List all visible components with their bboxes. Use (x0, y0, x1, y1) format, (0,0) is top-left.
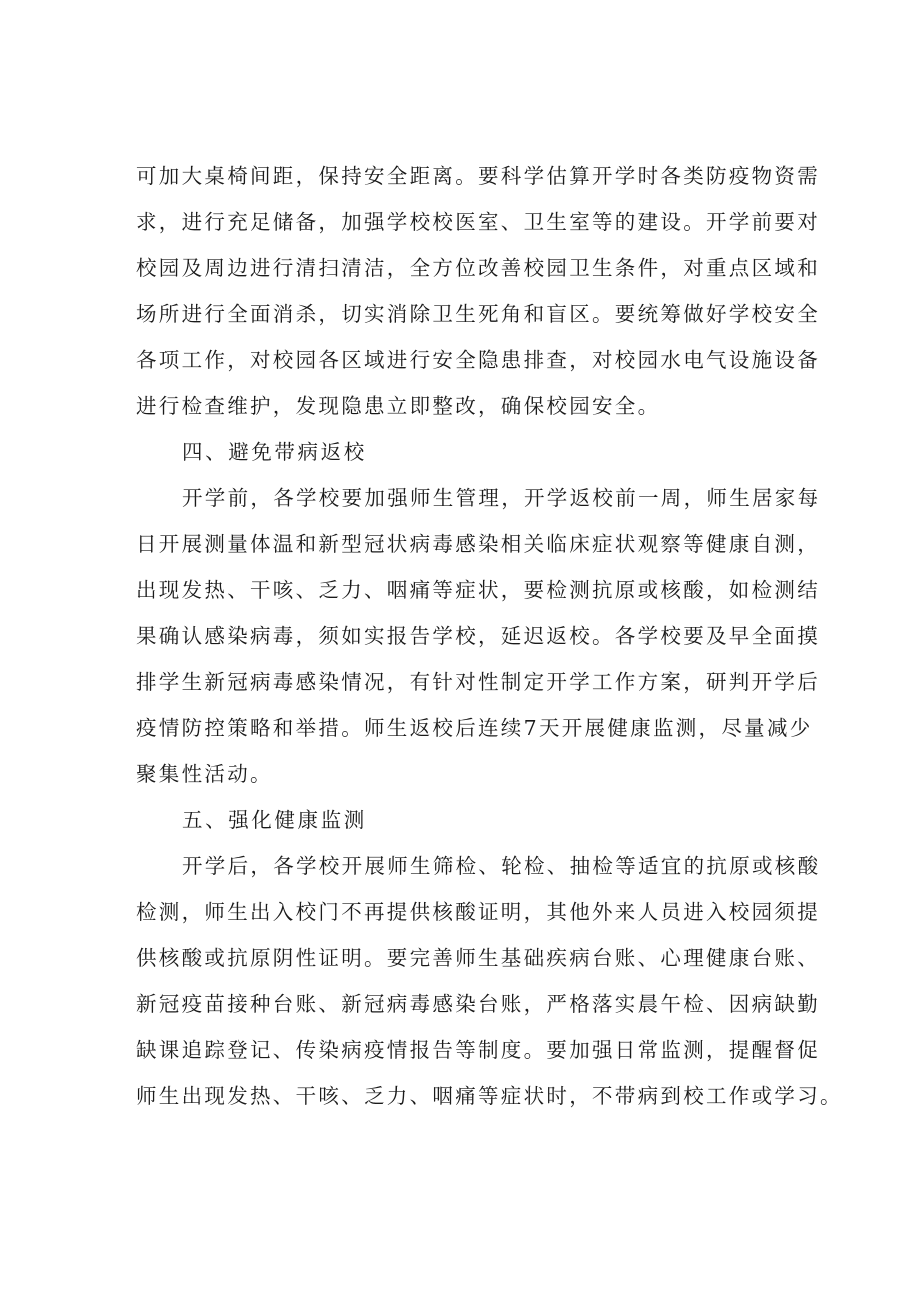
text-line: 各项工作，对校园各区域进行安全隐患排查，对校园水电气设施设备 (136, 348, 820, 372)
paragraph-health-monitoring (136, 843, 843, 1119)
text-line: 可加大桌椅间距，保持安全距离。要科学估算开学时各类防疫物资需 (136, 164, 820, 188)
section-heading-4: 四、避免带病返校 (182, 440, 367, 464)
text-line: 果确认感染病毒，须如实报告学校，延迟返校。各学校要及早全面摸 (136, 624, 820, 648)
text-line: 进行检查维护，发现隐患立即整改，确保校园安全。 (136, 394, 661, 418)
text-line: 聚集性活动。 (136, 762, 273, 786)
text-line: 师生出现发热、干咳、乏力、咽痛等症状时，不带病到校工作或学习。 (136, 1084, 843, 1108)
text-line: 新冠疫苗接种台账、新冠病毒感染台账，严格落实晨午检、因病缺勤 (136, 992, 820, 1016)
text-line: 检测，师生出入校门不再提供核酸证明，其他外来人员进入校园须提 (136, 900, 820, 924)
text-line: 出现发热、干咳、乏力、咽痛等症状，要检测抗原或核酸，如检测结 (136, 578, 820, 602)
text-line: 开学前，各学校要加强师生管理，开学返校前一周，师生居家每 (182, 486, 821, 510)
paragraph-continued (136, 153, 820, 429)
text-line: 供核酸或抗原阴性证明。要完善师生基础疾病台账、心理健康台账、 (136, 946, 820, 970)
document-page (136, 153, 843, 1119)
text-line: 场所进行全面消杀，切实消除卫生死角和盲区。要统筹做好学校安全 (136, 302, 820, 326)
text-line: 缺课追踪登记、传染病疫情报告等制度。要加强日常监测，提醒督促 (136, 1038, 820, 1062)
section-heading-5: 五、强化健康监测 (182, 808, 367, 832)
text-line: 疫情防控策略和举措。师生返校后连续7天开展健康监测，尽量减少 (136, 716, 813, 740)
text-line: 排学生新冠病毒感染情况，有针对性制定开学工作方案，研判开学后 (136, 670, 820, 694)
text-line: 日开展测量体温和新型冠状病毒感染相关临床症状观察等健康自测， (136, 532, 820, 556)
paragraph-avoid-illness-return (136, 475, 821, 797)
text-line: 求，进行充足储备，加强学校校医室、卫生室等的建设。开学前要对 (136, 210, 820, 234)
text-line: 开学后，各学校开展师生筛检、轮检、抽检等适宜的抗原或核酸 (182, 854, 821, 878)
text-line: 校园及周边进行清扫清洁，全方位改善校园卫生条件，对重点区域和 (136, 256, 820, 280)
